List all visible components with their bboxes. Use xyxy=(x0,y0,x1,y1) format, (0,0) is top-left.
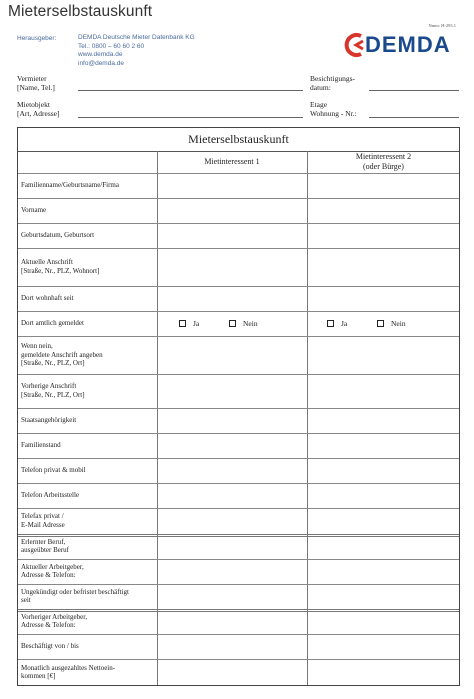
row-label: Geburtsdatum, Geburtsort xyxy=(21,231,95,240)
checkbox-nein-applicant-1[interactable] xyxy=(229,319,258,328)
answer-cell-applicant-1[interactable] xyxy=(158,483,306,508)
answer-cell-applicant-2[interactable] xyxy=(308,458,460,483)
answer-cell-applicant-1[interactable] xyxy=(158,173,306,198)
landlord-label: Vermieter [Name, Tel.] xyxy=(17,74,55,92)
answer-cell-applicant-1[interactable] xyxy=(158,286,306,311)
answer-cell-applicant-1[interactable] xyxy=(158,508,306,534)
answer-cell-applicant-2[interactable] xyxy=(308,508,460,534)
answer-cell-applicant-2[interactable] xyxy=(308,634,460,659)
answer-cell-applicant-1[interactable] xyxy=(158,584,306,609)
answer-cell-applicant-1[interactable] xyxy=(158,609,306,634)
answer-cell-applicant-1[interactable] xyxy=(158,408,306,433)
checkbox-ja-applicant-2[interactable] xyxy=(327,319,347,328)
answer-cell-applicant-2[interactable] xyxy=(308,433,460,458)
checkbox-icon[interactable] xyxy=(327,320,334,327)
floor-label: Etage Wohnung - Nr.: xyxy=(310,100,357,118)
row-label: Wenn nein, gemeldete Anschrift angeben [Straße, Nr., PLZ, Ort] xyxy=(21,342,103,368)
property-label: Mietobjekt [Art, Adresse] xyxy=(17,100,60,118)
checkbox-icon[interactable] xyxy=(179,320,186,327)
row-label: Aktueller Arbeitgeber, Adresse & Telefon: xyxy=(21,562,84,580)
answer-cell-applicant-2[interactable] xyxy=(308,584,460,609)
inspection-date-label: Besichtigungs- datum: xyxy=(310,74,355,92)
answer-cell-applicant-2[interactable] xyxy=(308,286,460,311)
table-title: Mieterselbstauskunft xyxy=(18,128,459,152)
answer-cell-applicant-2[interactable] xyxy=(308,198,460,223)
landlord-input-line[interactable] xyxy=(78,90,303,91)
answer-cell-applicant-1[interactable] xyxy=(158,336,306,374)
answer-cell-applicant-1[interactable] xyxy=(158,374,306,408)
answer-cell-applicant-2[interactable] xyxy=(308,559,460,584)
answer-cell-applicant-2[interactable] xyxy=(308,374,460,408)
checkbox-nein-applicant-2[interactable] xyxy=(377,319,406,328)
publisher-email[interactable]: info@demda.de xyxy=(78,59,124,67)
self-disclosure-table xyxy=(17,127,460,686)
form-code: Nmm: H-293.1 xyxy=(428,23,456,28)
answer-cell-applicant-1[interactable] xyxy=(158,433,306,458)
publisher-website[interactable]: www.demda.de xyxy=(78,51,123,58)
row-label: Erlernter Beruf, ausgeübter Beruf xyxy=(21,537,70,555)
answer-cell-applicant-1[interactable] xyxy=(158,248,306,286)
answer-cell-applicant-1[interactable] xyxy=(158,223,306,248)
checkbox-label: Ja xyxy=(341,319,348,328)
row-label: Vorherige Anschrift [Straße, Nr., PLZ, Ort] xyxy=(21,382,85,399)
answer-cell-applicant-1[interactable] xyxy=(158,198,306,223)
checkbox-icon[interactable] xyxy=(229,320,236,327)
row-label: Aktuelle Anschrift [Straße, Nr., PLZ, Wohnort] xyxy=(21,258,100,275)
answer-cell-applicant-2[interactable] xyxy=(308,336,460,374)
row-label: Dort wohnhaft seit xyxy=(21,294,74,303)
checkbox-label: Nein xyxy=(243,319,258,328)
answer-cell-applicant-1[interactable] xyxy=(158,458,306,483)
row-label: Telefax privat / E-Mail Adresse xyxy=(21,512,65,529)
col-header-applicant-1: Mietinteressent 1 xyxy=(204,157,260,166)
logo-text: DEMDA xyxy=(365,32,451,57)
answer-cell-applicant-2[interactable] xyxy=(308,408,460,433)
row-label: Telefon privat & mobil xyxy=(21,466,86,475)
checkbox-icon[interactable] xyxy=(377,320,384,327)
row-label: Dort amtlich gemeldet xyxy=(21,319,84,328)
answer-cell-applicant-2[interactable] xyxy=(308,223,460,248)
checkbox-ja-applicant-1[interactable] xyxy=(179,319,199,328)
checkbox-label: Nein xyxy=(391,319,406,328)
row-label: Monatlich ausgezahltes Nettoein- kommen [€] xyxy=(21,663,116,681)
row-label: Telefon Arbeitsstelle xyxy=(21,491,80,500)
inspection-date-input-line[interactable] xyxy=(369,90,459,91)
property-input-line[interactable] xyxy=(78,117,303,118)
row-label: Familienname/Geburtsname/Firma xyxy=(21,181,119,190)
row-label: Vorheriger Arbeitgeber, Adresse & Telefon: xyxy=(21,612,88,630)
checkbox-label: Ja xyxy=(193,319,200,328)
col-header-applicant-2: Mietinteressent 2 (oder Bürge) xyxy=(355,152,412,171)
publisher-label: Herausgeber: xyxy=(17,35,57,42)
floor-input-line[interactable] xyxy=(369,117,459,118)
answer-cell-applicant-2[interactable] xyxy=(308,483,460,508)
publisher-name: DEMDA Deutsche Mieter Datenbank KG xyxy=(78,34,195,41)
answer-cell-applicant-1[interactable] xyxy=(158,634,306,659)
answer-cell-applicant-2[interactable] xyxy=(308,609,460,634)
answer-cell-applicant-2[interactable] xyxy=(308,248,460,286)
publisher-phone: Tel.: 0800 – 60 60 2 60 xyxy=(78,42,145,50)
form-document xyxy=(12,23,460,694)
row-label: Ungekündigt oder befristet beschäftigt seit xyxy=(21,587,129,605)
answer-cell-applicant-1[interactable] xyxy=(158,659,306,686)
page-title: Mieterselbstauskunft xyxy=(8,3,153,20)
row-label: Staatsangehörigkeit xyxy=(21,416,77,425)
answer-cell-applicant-1[interactable] xyxy=(158,559,306,584)
row-label: Vorname xyxy=(21,206,47,215)
answer-cell-applicant-2[interactable] xyxy=(308,534,460,559)
answer-cell-applicant-2[interactable] xyxy=(308,173,460,198)
answer-cell-applicant-2[interactable] xyxy=(308,659,460,686)
row-label: Beschäftigt von / bis xyxy=(21,642,79,651)
answer-cell-applicant-1[interactable] xyxy=(158,534,306,559)
row-label: Familienstand xyxy=(21,441,61,450)
demda-logo xyxy=(343,30,461,56)
publisher-info xyxy=(78,34,195,68)
